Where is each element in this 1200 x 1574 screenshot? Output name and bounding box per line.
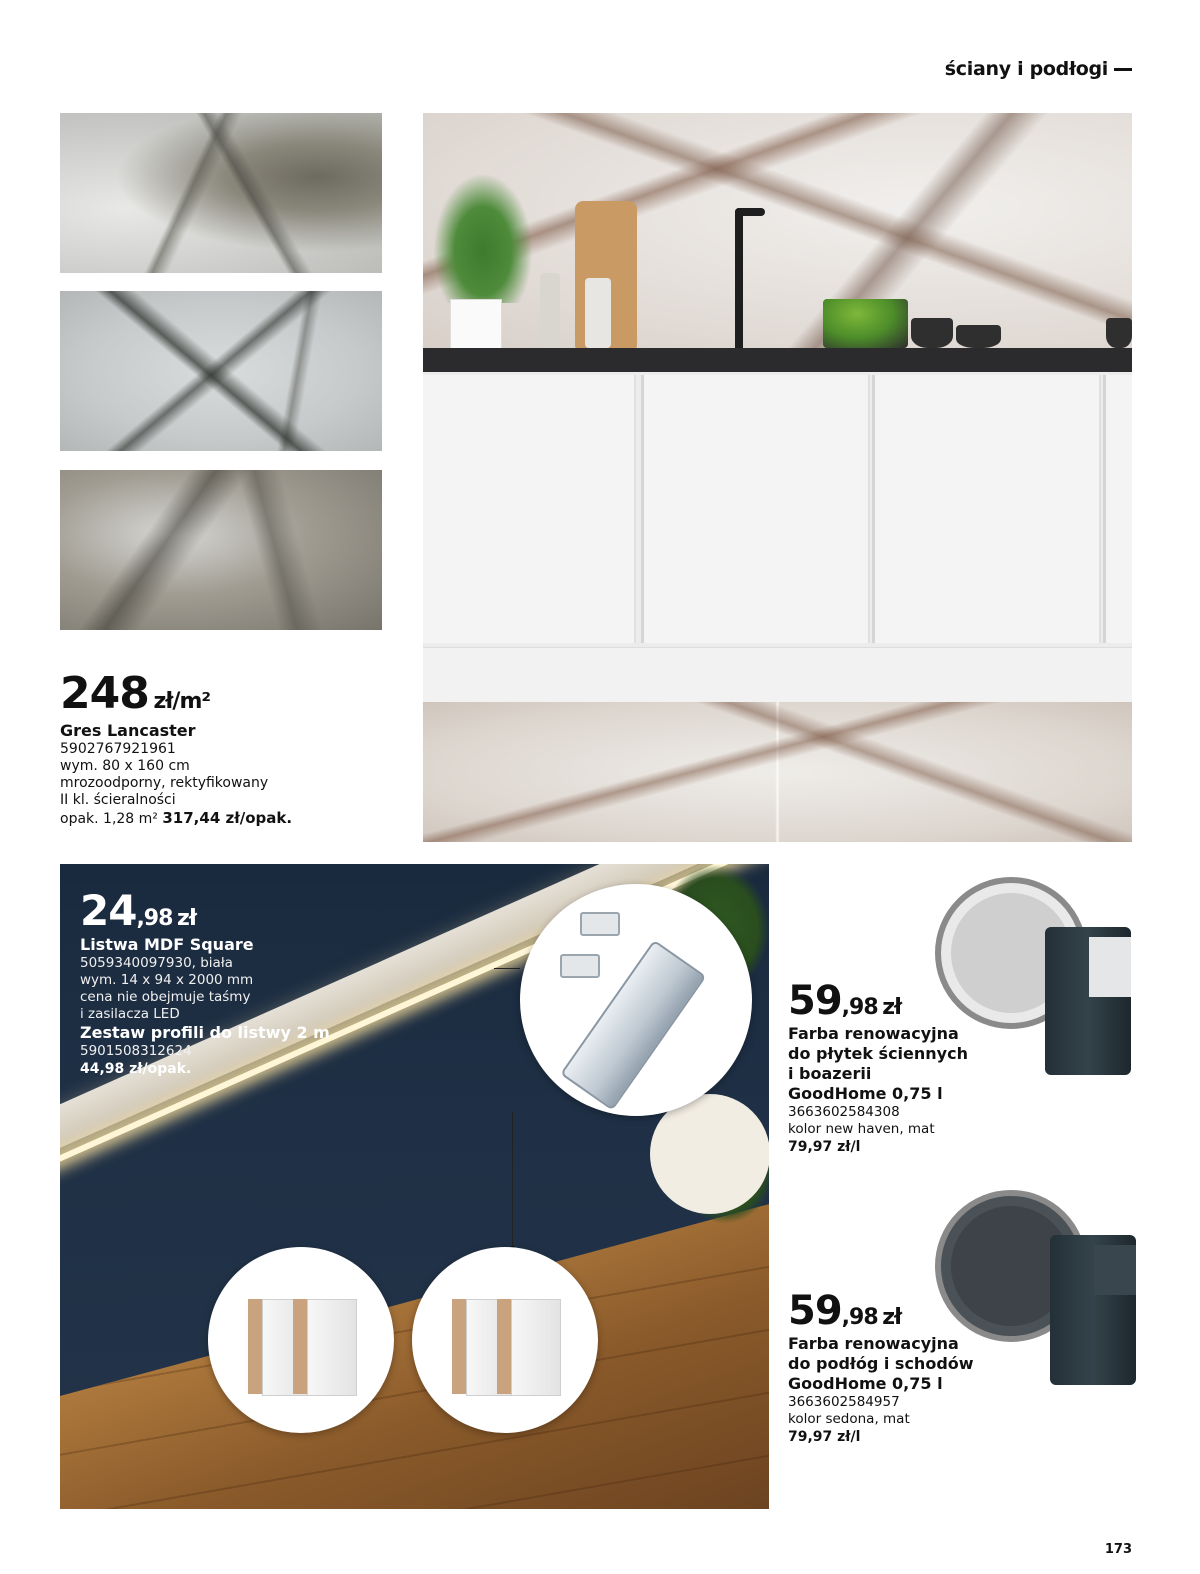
gres-pack-price: 317,44 zł/opak. bbox=[162, 809, 293, 827]
mdf-edge bbox=[248, 1299, 262, 1394]
gres-props-2: II kl. ścieralności bbox=[60, 792, 176, 808]
countertop bbox=[423, 348, 1132, 372]
mdf-edge bbox=[452, 1299, 466, 1394]
cabinet-door bbox=[423, 375, 636, 643]
bowl-image bbox=[911, 318, 953, 348]
paint2-price-dec: ,98 bbox=[841, 1305, 878, 1330]
paint1-name-3: i boazerii bbox=[788, 1064, 872, 1083]
pointer-line bbox=[512, 1112, 513, 1249]
paint2-ean: 3663602584957 bbox=[788, 1394, 900, 1410]
paint-can-2 bbox=[1050, 1235, 1136, 1385]
paint1-color: kolor new haven, mat bbox=[788, 1121, 935, 1137]
gres-size: wym. 80 x 160 cm bbox=[60, 758, 190, 774]
mdf-profile-image bbox=[511, 1299, 561, 1396]
paint1-price bbox=[788, 978, 988, 1024]
listwa-note-1: cena nie obejmuje taśmy bbox=[80, 989, 251, 1005]
cabinet-door bbox=[1103, 375, 1132, 643]
plant-image bbox=[433, 173, 533, 303]
cabinet-door bbox=[872, 375, 1101, 643]
bowl-image bbox=[956, 325, 1001, 348]
profile-inset-circle bbox=[520, 884, 752, 1116]
paint1-name-4: GoodHome 0,75 l bbox=[788, 1084, 943, 1103]
kitchen-photo bbox=[423, 113, 1132, 842]
section-title bbox=[945, 58, 1132, 80]
listwa-set-ean: 5901508312624 bbox=[80, 1043, 192, 1059]
faucet-spout bbox=[735, 208, 765, 216]
listwa-ean: 5059340097930, biała bbox=[80, 955, 233, 971]
paint-can-1 bbox=[1045, 927, 1131, 1075]
product-paint-2 bbox=[788, 1288, 988, 1446]
cabinet-door bbox=[641, 375, 870, 643]
listwa-note-2: i zasilacza LED bbox=[80, 1006, 180, 1022]
mdf-profile-circle-1 bbox=[208, 1247, 394, 1433]
title-dash bbox=[1114, 68, 1132, 71]
tile-swatch-2 bbox=[60, 291, 382, 451]
paint2-name-1: Farba renowacyjna bbox=[788, 1334, 959, 1353]
utensil-jar-image bbox=[585, 278, 611, 348]
mdf-edge bbox=[497, 1299, 511, 1394]
paint1-name-2: do płytek ściennych bbox=[788, 1044, 968, 1063]
paint2-price bbox=[788, 1288, 988, 1334]
pointer-line bbox=[494, 968, 520, 969]
listwa-price-unit: zł bbox=[177, 906, 196, 931]
plant-pot bbox=[450, 299, 502, 350]
listwa-name: Listwa MDF Square bbox=[80, 935, 254, 954]
gres-pack-label: opak. 1,28 m² bbox=[60, 811, 158, 827]
gres-ean: 5902767921961 bbox=[60, 741, 176, 757]
marble-floor bbox=[423, 702, 1132, 842]
listwa-price bbox=[80, 886, 400, 935]
page-number: 173 bbox=[1104, 1542, 1132, 1557]
vegetable-basket-image bbox=[823, 299, 908, 348]
end-cap-image bbox=[580, 912, 620, 936]
gres-price-int: 248 bbox=[60, 668, 149, 719]
gres-price bbox=[60, 668, 400, 719]
gres-name: Gres Lancaster bbox=[60, 721, 196, 740]
paint1-ean: 3663602584308 bbox=[788, 1104, 900, 1120]
paint1-unit-price: 79,97 zł/l bbox=[788, 1139, 861, 1155]
listwa-size: wym. 14 x 94 x 2000 mm bbox=[80, 972, 254, 988]
gres-price-unit: zł/m² bbox=[153, 689, 211, 714]
end-cap-image bbox=[560, 954, 600, 978]
bowl-image bbox=[1106, 318, 1132, 348]
vase-image bbox=[650, 1094, 769, 1214]
paint1-price-dec: ,98 bbox=[841, 995, 878, 1020]
paint2-unit-price: 79,97 zł/l bbox=[788, 1429, 861, 1445]
paint1-price-int: 59 bbox=[788, 978, 842, 1024]
paint2-price-unit: zł bbox=[882, 1305, 902, 1330]
mdf-profile-image bbox=[307, 1299, 357, 1396]
listwa-price-dec: ,98 bbox=[136, 906, 173, 931]
mdf-edge bbox=[293, 1299, 307, 1394]
can-label bbox=[1089, 937, 1131, 997]
tile-swatch-3 bbox=[60, 470, 382, 630]
paint2-price-int: 59 bbox=[788, 1288, 842, 1334]
section-title-text: ściany i podłogi bbox=[944, 58, 1108, 80]
faucet-image bbox=[735, 208, 743, 348]
cabinet-plinth bbox=[423, 647, 1132, 703]
paint2-name-2: do podłóg i schodów bbox=[788, 1354, 974, 1373]
product-listwa bbox=[80, 886, 400, 1078]
mdf-profile-circle-2 bbox=[412, 1247, 598, 1433]
product-gres bbox=[60, 668, 400, 828]
can-label bbox=[1094, 1245, 1136, 1295]
paint2-color: kolor sedona, mat bbox=[788, 1411, 910, 1427]
tile-swatch-1 bbox=[60, 113, 382, 273]
paint1-name-1: Farba renowacyjna bbox=[788, 1024, 959, 1043]
listwa-set-name: Zestaw profili do listwy 2 m bbox=[80, 1023, 330, 1042]
listwa-price-int: 24 bbox=[80, 886, 137, 935]
paint1-price-unit: zł bbox=[882, 995, 902, 1020]
listwa-set-price: 44,98 zł/opak. bbox=[80, 1061, 192, 1077]
paint2-name-3: GoodHome 0,75 l bbox=[788, 1374, 943, 1393]
jar-image bbox=[540, 273, 560, 348]
product-paint-1 bbox=[788, 978, 988, 1156]
gres-props-1: mrozoodporny, rektyfikowany bbox=[60, 775, 269, 791]
gres-pack bbox=[60, 809, 400, 828]
